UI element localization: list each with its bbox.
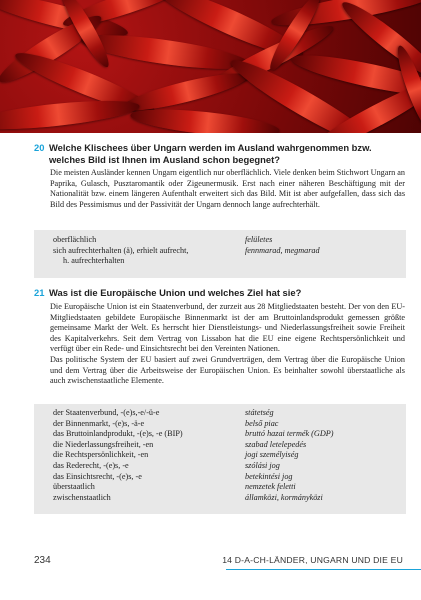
vocab-hungarian: bruttó hazai termék (GDP) <box>245 429 334 439</box>
vocab-german: zwischenstaatlich <box>53 492 111 502</box>
vocab-german: das Bruttoinlandprodukt, -(e)s, -e (BIP) <box>53 429 183 439</box>
vocab-german: der Binnenmarkt, -(e)s, -ä-e <box>53 418 145 428</box>
vocabulary-box-21 <box>34 404 406 514</box>
answer-paragraph-20 <box>50 168 405 210</box>
vocab-german: die Niederlassungsfreiheit, -en <box>53 439 154 449</box>
question-20 <box>34 142 406 166</box>
vocab-hungarian: államközi, kormányközi <box>245 492 323 502</box>
vocab-row <box>34 256 406 267</box>
answer-paragraph-21 <box>50 302 405 387</box>
vocab-hungarian: szabad letelepedés <box>245 439 307 449</box>
vocab-row <box>34 419 406 430</box>
question-text-line2: welches Bild ist Ihnen im Ausland schon begegnet? <box>49 154 280 165</box>
vocab-german: überstaatlich <box>53 482 95 492</box>
vocab-hungarian: szólási jog <box>245 460 280 470</box>
vocab-german: das Rederecht, -(e)s, -e <box>53 460 129 470</box>
vocab-german: sich aufrechterhalten (ä), erhielt aufrecht, <box>53 245 189 255</box>
question-number: 21 <box>34 287 45 298</box>
vocab-hungarian: jogi személyiség <box>245 450 299 460</box>
vocab-german: das Einsichtsrecht, -(e)s, -e <box>53 471 142 481</box>
vocab-row <box>34 493 406 504</box>
chili-peppers-photo <box>0 0 421 133</box>
question-text: Was ist die Europäische Union und welches Ziel hat sie? <box>49 287 302 298</box>
vocab-hungarian: belső piac <box>245 418 279 428</box>
vocab-german: der Staatenverbund, -(e)s,-e/-ü-e <box>53 408 160 417</box>
vocab-hungarian: fennmarad, megmarad <box>245 245 320 255</box>
vocab-german: die Rechtspersönlichkeit, -en <box>53 450 149 460</box>
question-number: 20 <box>34 142 45 153</box>
vocab-row <box>34 429 406 440</box>
vocab-row <box>34 461 406 472</box>
vocab-row <box>34 408 406 419</box>
vocab-row <box>34 246 406 257</box>
vocab-german: oberflächlich <box>53 235 97 244</box>
vocab-hungarian: státetség <box>245 408 274 417</box>
vocabulary-box-20 <box>34 230 406 278</box>
vocab-row <box>34 482 406 493</box>
vocab-hungarian: betekintési jog <box>245 471 293 481</box>
question-21 <box>34 287 406 299</box>
vocab-row <box>34 472 406 483</box>
paragraph-text-2: Das politische System der EU basiert auf zwei Grundverträgen, dem Vertrag über die Europäische Union und dem Vertrag über die Arbeitsweise der Europäischen Union. Es beinhalter sowohl überstaatliche als auch zwischenstaatliche Elemente. <box>50 354 405 386</box>
vocab-row <box>34 450 406 461</box>
footer-divider <box>226 569 421 570</box>
question-text-line1: Welche Klischees über Ungarn werden im Ausland wahrgenommen bzw. <box>49 142 372 153</box>
chapter-title: 14 D-A-CH-LÄNDER, UNGARN UND DIE EU <box>222 555 403 565</box>
vocab-hungarian: felületes <box>245 235 273 244</box>
vocab-row <box>34 235 406 246</box>
page-number: 234 <box>34 555 51 566</box>
vocab-hungarian: nemzetek feletti <box>245 482 296 492</box>
paragraph-text: Die meisten Ausländer kennen Ungarn eigentlich nur oberflächlich. Viele denken beim Stichwort Ungarn an Paprika, Gulasch, Pusztaromantik oder Zigeunermusik. Erst nach einer näheren Beschäftigung mit der Nationalität bzw. einem längeren Aufenthalt erweitert sich das Bild. Mit ist aber aufgefallen, dass sich das Bild des Pessimismus und der Passivität der Ungarn dennoch lange aufrechterhält. <box>50 168 405 209</box>
vocab-german: h. aufrechterhalten <box>63 256 125 266</box>
vocab-row <box>34 440 406 451</box>
paragraph-text-1: Die Europäische Union ist ein Staatenverbund, der zurzeit aus 28 Mitgliedstaaten besteht. Der von den EU-Mitgliedstaaten gebildete Europäische Binnenmarkt ist der am Bruttoinlandsprodukt gemessen größte gemeinsame Markt der Welt. Es herrscht hier Dienstleistungs- und Niederlassungsfreiheit sowie Freiheit des Kapitalverkehrs. Seit dem Vertrag von Lissabon hat die EU eine eigene Rechtspersönlichkeit und verfügt über ein Rede- und Einsichtsrecht bei den Vereinten Nationen. <box>50 302 405 354</box>
